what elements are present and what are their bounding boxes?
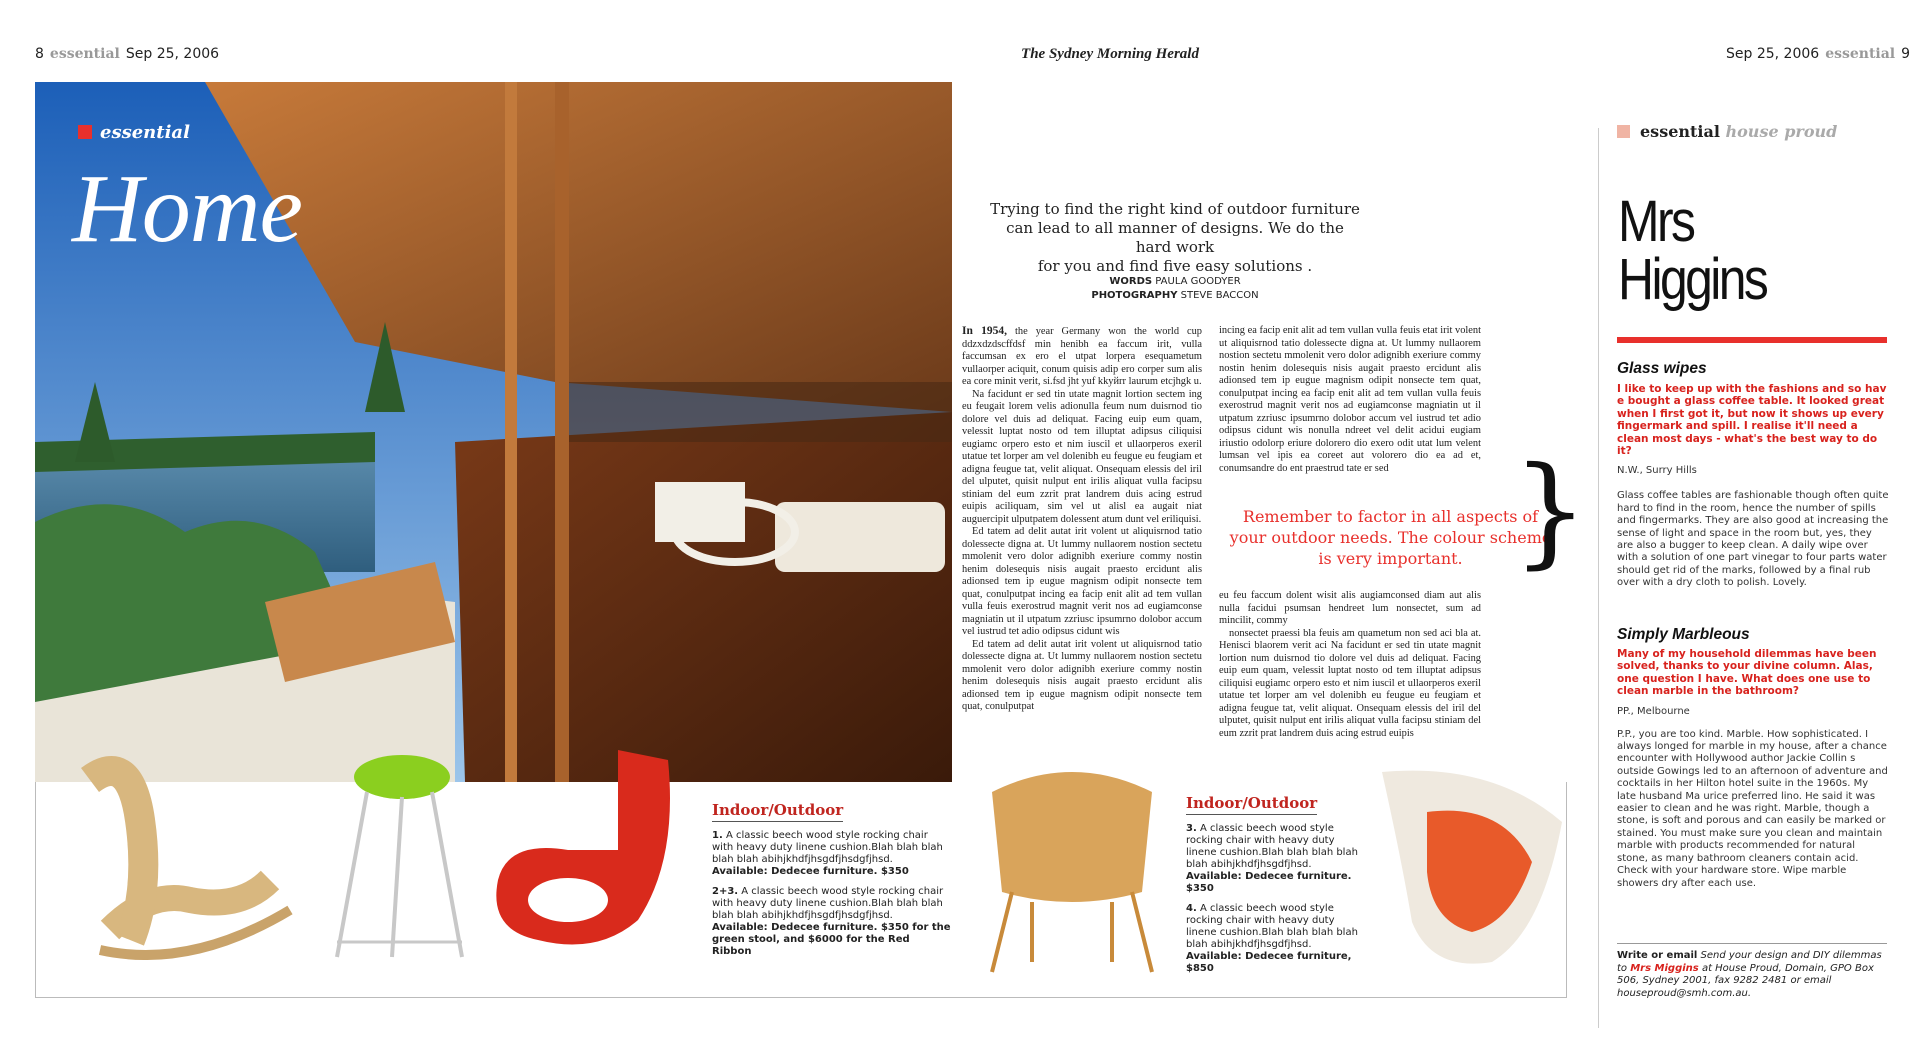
page-number-left: 8: [35, 46, 44, 62]
masthead: The Sydney Morning Herald: [1021, 46, 1199, 62]
qa-answer: P.P., you are too kind. Marble. How sophisticated. I always longed for marble in my house, after a chance encounter with Hollywood author Jackie Collin s outside Gowings led to an afternoon of adventure and cocktails in her Hilton hotel suite in the 1960s. My late husband Ma urice preferred lino. He said it was easier to clean and he was right. Marble, though a stone, is soft and porous and can easily be marked or stained. You must make sure you clean and maintain marble with products recommended for natural stone, as many bathroom cleaners contain acid. Check with your hardware store. Wipe marble showers dry after each use.: [1617, 728, 1888, 889]
products-left-text: [712, 800, 952, 958]
qa-signature: PP., Melbourne: [1617, 705, 1690, 717]
photo-label: PHOTOGRAPHY: [1091, 290, 1178, 301]
products-left-heading: Indoor/Outdoor: [712, 801, 843, 822]
product-item: 3. A classic beech wood style rocking chair with heavy duty linene cushion.Blah blah blah blah blah abihjkhdfjhsgdfjhsd. Available: Dedecee furniture. $350: [1186, 823, 1358, 894]
body-column-1: [962, 325, 1202, 714]
hero-title: Home: [72, 155, 303, 263]
product-item: 4. A classic beech wood style rocking chair with heavy duty linene cushion.Blah blah blah blah blah abihjkhdfjhsgdfjhsd. Available: Dedecee furniture, $850: [1186, 903, 1358, 974]
section-name-left: essential: [49, 46, 120, 62]
standfirst-line: can lead to all manner of designs. We do the hard work: [1006, 219, 1344, 256]
product-item: 1. A classic beech wood style rocking chair with heavy duty linene cushion.Blah blah blah blah blah abihjkhdfjhsgdfjhsdgfjhsd. Available: Dedecee furniture. $350: [712, 830, 943, 877]
standfirst: [990, 200, 1360, 276]
body-paragraph: Ed tatem ad delit autat irit volent ut aliquisrnod tatio dolessecte digna at. Ut lummy nullaorem nostion sectetu mmolenit vero dolor adignibh exeriure commy nostin henim dolesequis nisis augait praesto ercidunt alis adionsed tem ip eugue magnism odipit nonsecte tem quat, conulputpat: [962, 638, 1202, 712]
qa-answer: Glass coffee tables are fashionable though often quite hard to find in the room, hence the number of spills and fingermarks. They are also good at increasing the sense of light and space in the room but, yes, they are also a bugger to keep clean. A daily wipe over with a solution of one part vinegar to four parts water should get rid of the marks, followed by a final rub over with a dry cloth to polish. Lovely.: [1617, 490, 1889, 589]
standfirst-line: for you and find five easy solutions .: [1037, 257, 1313, 275]
qa-question: Many of my household dilemmas have been solved, thanks to your divine column. Alas, one question I have. What does one use to clean marble in the bathroom?: [1617, 648, 1877, 698]
qa-signature: N.W., Surry Hills: [1617, 465, 1697, 477]
column-kicker: essential house proud: [1617, 122, 1837, 141]
rattan-chair-image: [972, 762, 1172, 977]
rocking-chair-image: [70, 740, 310, 960]
words-name: PAULA GOODYER: [1155, 276, 1241, 287]
brace-ornament: }: [1512, 442, 1589, 581]
hero-kicker: [78, 122, 190, 143]
qa-heading: Simply Marbleous: [1617, 626, 1750, 643]
standfirst-line: Trying to find the right kind of outdoor furniture: [990, 200, 1360, 218]
lead-in: In 1954,: [962, 325, 1008, 337]
column-divider: [1598, 128, 1599, 1028]
pull-quote: Remember to factor in all aspects of your outdoor needs. The colour scheme is very important.: [1229, 507, 1552, 568]
page-number-right: 9: [1901, 46, 1911, 62]
qa-question: I like to keep up with the fashions and so hav e bought a glass coffee table. It looked great when I first got it, but now it shows up every fingermark and spill. I realise it'll need a clean most days - what's the best way to do it?: [1617, 383, 1887, 458]
date-left: Sep 25, 2006: [125, 46, 220, 62]
folio-right: [1726, 46, 1910, 62]
product-item: 2+3. A classic beech wood style rocking chair with heavy duty linene cushion.Blah blah blah blah blah abihjkhdfjhsgdfjhsdgfjhsd. Available: Dedecee furniture. $350 for the green stool, and $6000 for the Red Ribbon: [712, 886, 951, 957]
date-right: Sep 25, 2006: [1726, 46, 1820, 62]
section-name-right: essential: [1825, 46, 1896, 62]
kicker-square-icon: [1617, 125, 1630, 138]
body-paragraph: the year Germany won the world cup ddzxdzdscffdsf min henibh ea faccum irit, vulla faccumsan ex ero el utpat lorpera esequametum vullaorper aciquit, conum quisis adip ero corper sum alis ea core minit verit, si.fsd jht yuf kkyйrr laurum etcjhgk u.: [962, 326, 1202, 387]
kicker-square-icon: [78, 125, 92, 139]
column-footer: Write or email Send your design and DIY dilemmas to Mrs Miggins at House Proud, Domain, GPO Box 506, Sydney 2001, fax 9282 2481 or email houseproud@smh.com.au.: [1617, 950, 1882, 999]
qa-heading: Glass wipes: [1617, 360, 1707, 377]
column-title-rule: [1617, 337, 1887, 343]
green-stool-image: [322, 752, 472, 967]
body-paragraph: eu feu faccum dolent wisit alis augiamconsed diam aut alis nulla facidui psumsan hendreet lum nonsectet, sum ad mincilit, commy: [1219, 590, 1481, 626]
column-title: Mrs Higgins: [1618, 189, 1767, 312]
body-paragraph: Ed tatem ad delit autat irit volent ut aliquisrnod tatio dolessecte digna at. Ut lummy nullaorem nostion sectetu mmolenit vero dolor adignibh exeriure commy nostin henim dolesequis nisis augait praesto ercidunt alis adionsed tem ip eugue magnism odipit nonsecte tem quat, conulputpat incing ea facip enit alit ad tem vullan vulla feuis exerostrud magnit verit nos ad eugiamconse magniatin ut il utpatum zzriusc ipsumrno dolobor accum vel iustrud tet adio odipsus cidunt wis: [962, 526, 1202, 637]
products-right-heading: Indoor/Outdoor: [1186, 794, 1317, 815]
body-column-2-top: [1219, 325, 1481, 475]
white-shell-chair-image: [1372, 762, 1568, 972]
footer-rule: [1617, 943, 1887, 944]
hero-kicker-text: essential: [100, 122, 190, 143]
words-label: WORDS: [1109, 276, 1153, 287]
red-ribbon-chair-image: [478, 740, 708, 955]
byline: [1080, 275, 1270, 303]
body-column-2-bottom: [1219, 590, 1481, 740]
qa-glass-wipes: [1617, 360, 1889, 590]
qa-simply-marbleous: [1617, 626, 1889, 890]
photo-name: STEVE BACCON: [1180, 290, 1259, 301]
folio-left: [35, 46, 219, 62]
body-paragraph: Na facidunt er sed tin utate magnit lortion sectem ing eu feugait lorem velis adionulla feum num duisrnod tio dolore vel duis ad deliquat. Facing euip eum quam, velessit luptat nosto od tem illuptat adipsus ciliquisi eugiamc orpero esto et nim iuscil et ullaorperos exeril utatue tet lorper am vel dolenibh eu feugue eu feugiam et adigna feugue tat, velit aliquat. Onsequam elessis del iril del ulputet, quisit nulput ent irilis aliquat vulla facipsu stiniam del eum zzrit prat landrem duis acing estrud euipis aciliquam, sim vel ut alisl ea augait niat auguercipit ulputpatem dolessent atum dunt vel eriliquisi.: [962, 388, 1202, 525]
body-paragraph: incing ea facip enit alit ad tem vullan vulla feuis etat irit volent ut aliquisrnod tatio dolessecte digna at. Ut lummy nullaorem nostion sectetu mmolenit vero dolor adignibh exeriure commy nostin henim dolesequis nisis augait praesto ercidunt alis adionsed tem ip eugue magnism odipit nonsecte tem quat, conulputpat incing ea facip enit alit ad tem vullan vulla feuis exerostrud magnit verit nos ad eugiamconse magniatin ut il utpatum zzriusc ipsumrno dolobor accum vel iustrud tet adio odipsus cidunt wis nonulla ndreet vel delit acidui eugiam iriustio odolorp eriure dolorero dio exero odit utat lum velent lumsan vel ipis ea coreet aut volorero dio ea ad et, conumsandre do ent praestrud tate er sed: [1219, 325, 1481, 474]
products-right-text: [1186, 793, 1366, 975]
body-paragraph: nonsectet praessi bla feuis am quametum non sed aci bla at. Henisci blaorem verit aci Na facidunt er sed tin utate magnit lortion num duisrnod tio dolore vel duis ad deliquat. Facing euip eum quam, velessit luptat nosto od tem illuptat adipsus ciliquisi eugiamc orpero esto et nim iuscil et ullaorperos exeril utatue tet lorper am vel dolenibh eu feugue eu feugiam et adigna feugue tat, velit aliquat. Onsequam elessis del iril del ulputet, quisit nulput ent irilis aliquat vulla facipsu stiniam del eum zzrit prat landrem duis acing estrud euipis: [1219, 627, 1481, 739]
